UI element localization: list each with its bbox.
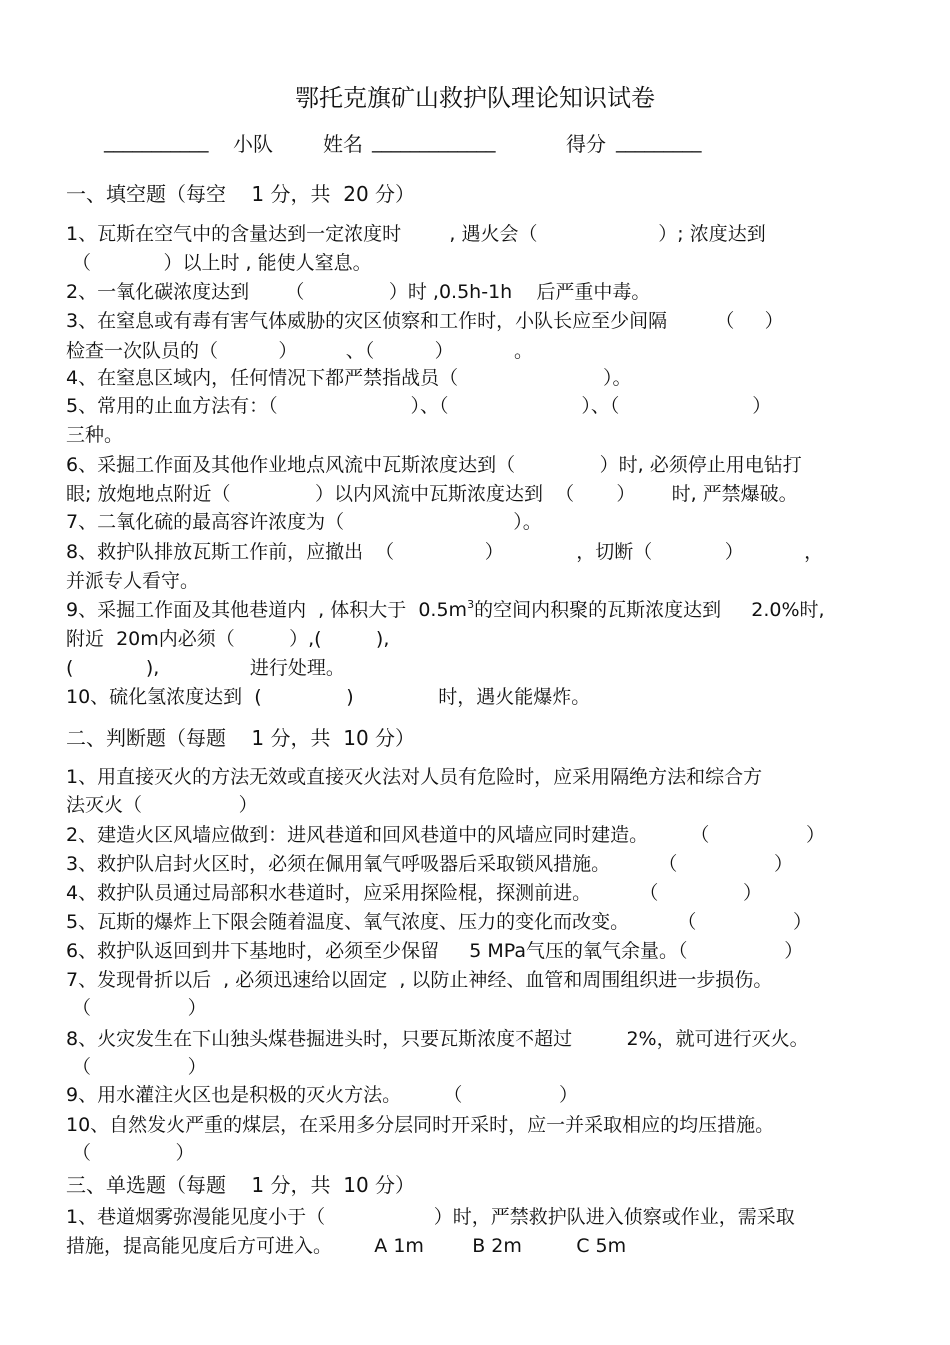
question-line: 6、救护队返回到井下基地时，必须至少保留 5 MPa气压的氧气余量。（ ） <box>66 940 804 962</box>
score-label: 得分 <box>566 132 606 156</box>
question-line: 9、用水灌注火区也是积极的灭火方法。 （ ） <box>66 1084 578 1106</box>
name-label: 姓名 <box>323 132 363 156</box>
question-line: 措施，提高能见度后方可进入。 A 1m B 2m C 5m <box>66 1235 627 1257</box>
question-line: 三种。 <box>66 424 124 446</box>
question-line: （ ） <box>72 997 207 1019</box>
question-line-part: 9、采掘工作面及其他巷道内 , 体积大于 0.5m <box>66 599 468 621</box>
question-line: （ ） <box>72 1142 195 1164</box>
question-line <box>66 598 825 621</box>
question-line: 法灭火（ ） <box>66 794 258 816</box>
question-line: 1、瓦斯在空气中的含量达到一定浓度时 , 遇火会（ ）; 浓度达到 <box>66 223 766 245</box>
section-heading: 一、填空题（每空 1 分，共 20 分） <box>66 182 416 206</box>
question-line: 1、用直接灭火的方法无效或直接灭火法对人员有危险时，应采用隔绝方法和综合方 <box>66 766 763 788</box>
score-blank[interactable]: _________ <box>616 131 702 153</box>
question-line-part: 的空间内积聚的瓦斯浓度达到 2.0%时, <box>474 599 825 621</box>
question-line: 3、救护队启封火区时，必须在佩用氧气呼吸器后采取锁风措施。 （ ） <box>66 853 794 875</box>
question-line: 3、在窒息或有毒有害气体威胁的灾区侦察和工作时，小队长应至少间隔 （ ） <box>66 310 784 332</box>
question-line: 附近 20m内必须（ ）,( ), <box>66 628 390 650</box>
question-line: 5、瓦斯的爆炸上下限会随着温度、氧气浓度、压力的变化而改变。 （ ） <box>66 911 813 933</box>
question-line: 10、自然发火严重的煤层，在采用多分层同时开采时，应一并采取相应的均压措施。 <box>66 1114 775 1136</box>
question-line: （ ）以上时 , 能使人窒息。 <box>72 252 372 274</box>
name-blank[interactable]: _____________ <box>372 131 496 153</box>
superscript-three: 3 <box>467 598 475 611</box>
question-line: 2、建造火区风墙应做到：进风巷道和回风巷道中的风墙应同时建造。 （ ） <box>66 824 825 846</box>
question-line: 5、常用的止血方法有：（ ）、（ ）、（ ） <box>66 395 772 417</box>
question-line: 1、巷道烟雾弥漫能见度小于（ ）时，严禁救护队进入侦察或作业，需采取 <box>66 1206 795 1228</box>
team-blank[interactable]: ___________ <box>104 131 209 153</box>
section-heading: 三、单选题（每题 1 分，共 10 分） <box>66 1173 416 1197</box>
team-label: 小队 <box>233 132 273 156</box>
question-line: 7、二氧化硫的最高容许浓度为（ ）。 <box>66 511 542 533</box>
section-heading: 二、判断题（每题 1 分，共 10 分） <box>66 726 416 750</box>
question-line: 10、硫化氢浓度达到 ( ) 时，遇火能爆炸。 <box>66 686 591 708</box>
question-line: 8、火灾发生在下山独头煤巷掘进头时，只要瓦斯浓度不超过 2%，就可进行灭火。 <box>66 1028 809 1050</box>
question-line: 眼; 放炮地点附近（ ）以内风流中瓦斯浓度达到 （ ） 时, 严禁爆破。 <box>66 483 798 505</box>
question-line: （ ） <box>72 1056 207 1078</box>
page-title: 鄂托克旗矿山救护队理论知识试卷 <box>295 84 655 112</box>
question-line: ( ), 进行处理。 <box>66 657 345 679</box>
question-line: 4、在窒息区域内，任何情况下都严禁指战员（ ）。 <box>66 367 632 389</box>
question-line: 8、救护队排放瓦斯工作前，应撤出 （ ） ，切断（ ） ， <box>66 541 824 563</box>
question-line: 检查一次队员的（ ） 、（ ） 。 <box>66 340 534 362</box>
question-line: 6、采掘工作面及其他作业地点风流中瓦斯浓度达到（ ）时, 必须停止用电钻打 <box>66 454 802 476</box>
question-line: 7、发现骨折以后 , 必须迅速给以固定 , 以防止神经、血管和周围组织进一步损伤。 <box>66 969 773 991</box>
question-line: 并派专人看守。 <box>66 570 200 592</box>
question-line: 4、救护队员通过局部积水巷道时，应采用探险棍，探测前进。 （ ） <box>66 882 762 904</box>
question-line: 2、一氧化碳浓度达到 （ ）时 ,0.5h-1h 后严重中毒。 <box>66 281 651 303</box>
